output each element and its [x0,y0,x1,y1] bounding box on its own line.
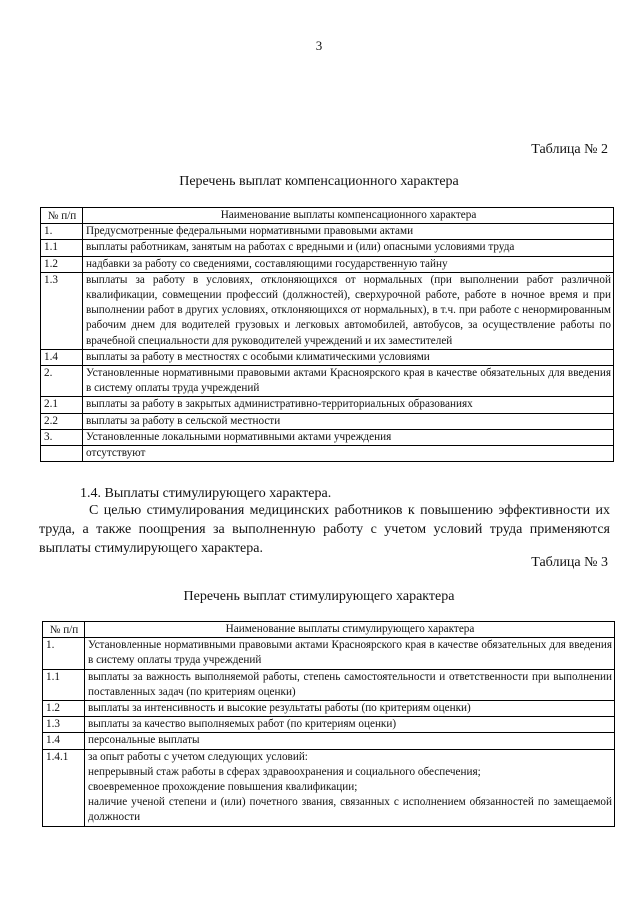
table-row [41,224,614,240]
row-text: персональные выплаты [85,733,615,749]
row-num: 1.1 [43,669,85,700]
row-num: 2.1 [41,397,83,413]
row-text: надбавки за работу со сведениями, составляющими государственную тайну [83,256,614,272]
row-num [41,446,83,462]
row-num: 1.2 [43,701,85,717]
row-num: 2. [41,366,83,397]
row-num: 1.3 [41,272,83,349]
table-row [41,256,614,272]
row-num: 1.3 [43,717,85,733]
table-row [41,240,614,256]
header-name-cell: Наименование выплаты компенсационного характера [83,208,614,224]
row-text: выплаты за работу в закрытых административно-территориальных образованиях [83,397,614,413]
row-num: 1.4 [43,733,85,749]
header-name-cell: Наименование выплаты стимулирующего характера [85,622,615,638]
row-text: Предусмотренные федеральными нормативными правовыми актами [83,224,614,240]
table2-label: Таблица № 2 [531,142,608,157]
table-row [43,701,615,717]
row-text: выплаты за качество выполняемых работ (по критериям оценки) [85,717,615,733]
table-row [43,638,615,669]
row-text: выплаты за интенсивность и высокие результаты работы (по критериям оценки) [85,701,615,717]
table-row [43,717,615,733]
table-row [41,413,614,429]
table-row [41,397,614,413]
row-num: 3. [41,429,83,445]
row-num: 1.2 [41,256,83,272]
table3-label: Таблица № 3 [531,555,608,570]
table-row [41,446,614,462]
row-text: Установленные нормативными правовыми актами Красноярского края в качестве обязательных для введения в систему оплаты труда учреждений [83,366,614,397]
incentive-payments-table [42,621,615,827]
row-text: выплаты за важность выполняемой работы, степень самостоятельности и ответственности при выполнении поставленных задач (по критериям оценки) [85,669,615,700]
compensation-payments-table [40,207,614,462]
table-header-row [43,622,615,638]
row-text: Установленные нормативными правовыми актами Красноярского края в качестве обязательных для введения в систему оплаты труда учреждений [85,638,615,669]
row-text: выплаты работникам, занятым на работах с вредными и (или) опасными условиями труда [83,240,614,256]
row-num: 1.4.1 [43,749,85,826]
row-text: выплаты за работу в местностях с особыми климатическими условиями [83,349,614,365]
table2-title: Перечень выплат компенсационного характера [179,174,459,189]
row-num: 1.4 [41,349,83,365]
row-text: выплаты за работу в условиях, отклоняющихся от нормальных (при выполнении работ различной квалификации, совмещении профессий (должностей), сверхурочной работе, работе в ночное время и при выполнении работ в других условиях, отклоняющихся от нормальных), в т.ч. при работе с ненормированным рабочим днем для водителей грузовых и легковых автомобилей, автобусов, за осуществление работы по врачебной специальности для руководителей учреждений и их заместителей [83,272,614,349]
table-header-row [41,208,614,224]
table-row [43,749,615,826]
row-num: 1.1 [41,240,83,256]
header-num-cell: № п/п [41,208,83,224]
table-row [41,272,614,349]
table3-title: Перечень выплат стимулирующего характера [183,589,455,604]
section-heading: 1.4. Выплаты стимулирующего характера. [80,486,332,501]
row-num: 2.2 [41,413,83,429]
table-row [41,349,614,365]
page-number: 3 [315,38,323,53]
header-num-cell: № п/п [43,622,85,638]
table-row [41,366,614,397]
row-text: выплаты за работу в сельской местности [83,413,614,429]
row-text: отсутствуют [83,446,614,462]
row-text: за опыт работы с учетом следующих условий: непрерывный стаж работы в сферах здравоохранения и социального обеспечения; своевременное прохождение повышения квалификации; наличие ученой степени и (или) почетного звания, связанных с исполнением обязанностей по замещаемой должности [85,749,615,826]
row-num: 1. [41,224,83,240]
section-paragraph: С целью стимулирования медицинских работников к повышению эффективности их труда, а также поощрения за выполненную работу с учетом условий труда применяются выплаты стимулирующего характера. [39,503,610,556]
table-row [43,733,615,749]
table-row [43,669,615,700]
row-text: Установленные локальными нормативными актами учреждения [83,429,614,445]
table-row [41,429,614,445]
row-num: 1. [43,638,85,669]
